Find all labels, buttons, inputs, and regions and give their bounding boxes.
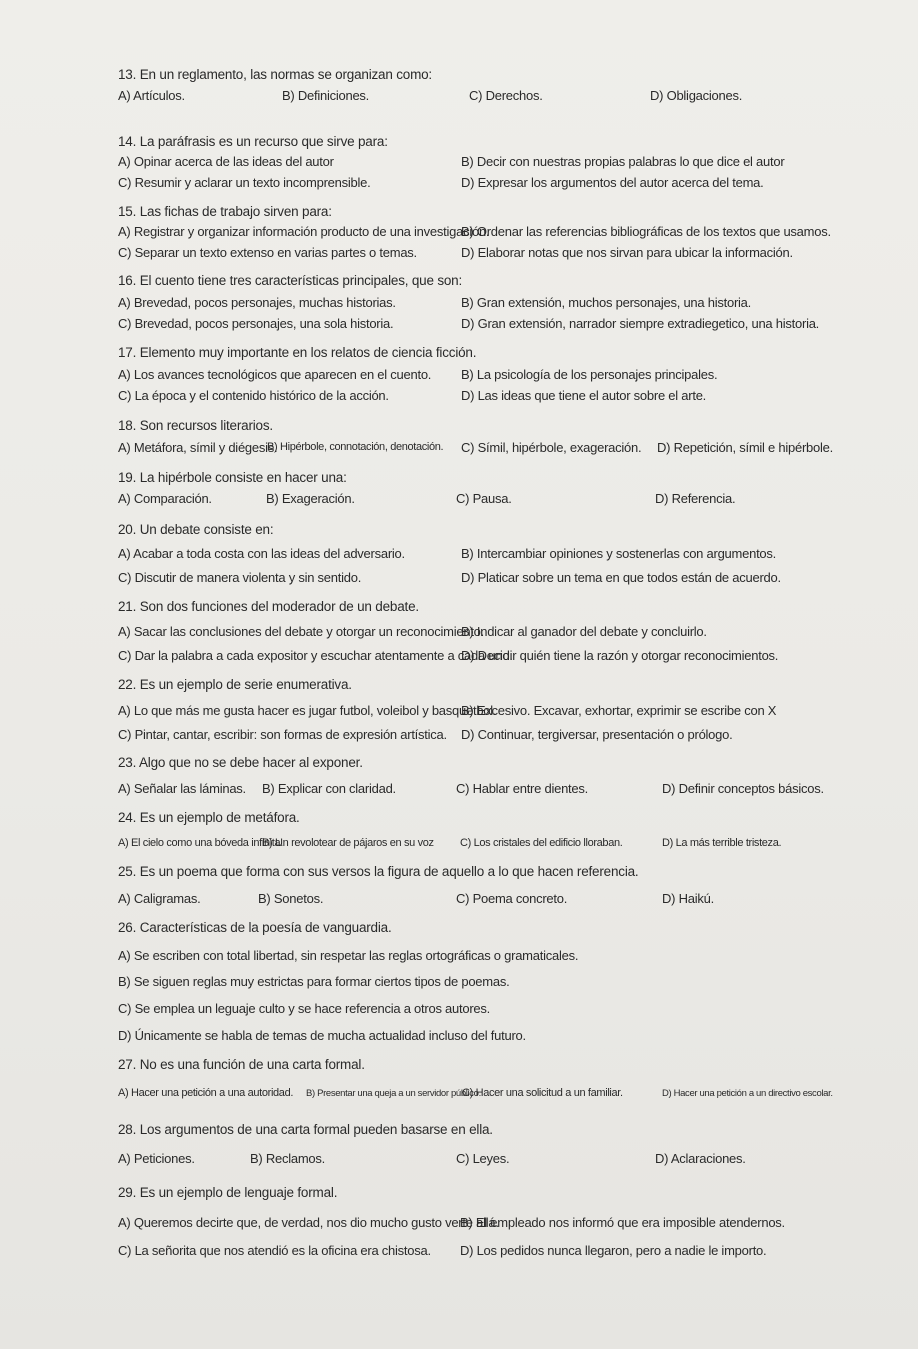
option-b: B) Excesivo. Excavar, exhortar, exprimir se escribe con X [461, 703, 777, 718]
option-c: C) Hablar entre dientes. [456, 781, 589, 796]
option-b: B) Ordenar las referencias bibliográficas de los textos que usamos. [461, 224, 831, 239]
option-a: A) Brevedad, pocos personajes, muchas historias. [118, 295, 396, 310]
question-stem: 15. Las fichas de trabajo sirven para: [118, 204, 332, 219]
option-a: A) Lo que más me gusta hacer es jugar futbol, voleibol y basquetbol. [118, 703, 497, 718]
option-c: C) Derechos. [469, 88, 543, 103]
option-c: C) Dar la palabra a cada expositor y escuchar atentamente a cada uno. [118, 648, 513, 663]
question-stem: 23. Algo que no se debe hacer al exponer. [118, 755, 363, 770]
option-a: A) Queremos decirte que, de verdad, nos dio mucho gusto verte allá. [118, 1215, 499, 1230]
option-b: B) Indicar al ganador del debate y concluirlo. [461, 624, 707, 639]
question-stem: 13. En un reglamento, las normas se organizan como: [118, 67, 432, 82]
option-a: A) Caligramas. [118, 891, 201, 906]
option-d: D) Elaborar notas que nos sirvan para ubicar la información. [461, 245, 793, 260]
option-d: D) Haikú. [662, 891, 714, 906]
option-b: B) Decir con nuestras propias palabras lo que dice el autor [461, 154, 785, 169]
question-stem: 20. Un debate consiste en: [118, 522, 274, 537]
question-stem: 27. No es una función de una carta formal. [118, 1057, 365, 1072]
option-a: A) Artículos. [118, 88, 185, 103]
question-stem: 29. Es un ejemplo de lenguaje formal. [118, 1185, 338, 1200]
option-d: D) Obligaciones. [650, 88, 743, 103]
option-d: D) Definir conceptos básicos. [662, 781, 824, 796]
option-b: B) Intercambiar opiniones y sostenerlas con argumentos. [461, 546, 777, 561]
option-a: A) Metáfora, símil y diégesis. [118, 440, 278, 455]
option-d: D) Gran extensión, narrador siempre extradiegetico, una historia. [461, 316, 820, 331]
option-d: D) Referencia. [655, 491, 736, 506]
option-b: B) Sonetos. [258, 891, 324, 906]
option-d: D) Expresar los argumentos del autor acerca del tema. [461, 175, 764, 190]
option-b: B) El empleado nos informó que era imposible atendernos. [460, 1215, 785, 1230]
option-c: C) Pausa. [456, 491, 512, 506]
option-a: A) Peticiones. [118, 1151, 195, 1166]
option-c: C) Leyes. [456, 1151, 510, 1166]
option-d: D) Hacer una petición a un directivo escolar. [662, 1088, 833, 1099]
option-c: C) Discutir de manera violenta y sin sentido. [118, 570, 362, 585]
question-stem: 22. Es un ejemplo de serie enumerativa. [118, 677, 352, 692]
option-b: B) Hipérbole, connotación, denotación. [267, 441, 444, 453]
option-b: B) La psicología de los personajes principales. [461, 367, 718, 382]
question-stem: 26. Características de la poesía de vanguardia. [118, 920, 392, 935]
option-c: C) Brevedad, pocos personajes, una sola historia. [118, 316, 394, 331]
question-stem: 19. La hipérbole consiste en hacer una: [118, 470, 347, 485]
option-b: B) Exageración. [266, 491, 355, 506]
option-a: A) Se escriben con total libertad, sin respetar las reglas ortográficas o gramaticales. [118, 948, 579, 963]
option-a: A) El cielo como una bóveda infinita. [118, 837, 283, 849]
option-c: C) Los cristales del edificio lloraban. [460, 837, 623, 849]
option-d: D) Únicamente se habla de temas de mucha actualidad incluso del futuro. [118, 1028, 526, 1043]
option-b: B) Reclamos. [250, 1151, 326, 1166]
option-c: C) La época y el contenido histórico de la acción. [118, 388, 389, 403]
option-a: A) Los avances tecnológicos que aparecen en el cuento. [118, 367, 432, 382]
option-d: D) Repetición, símil e hipérbole. [657, 440, 833, 455]
question-stem: 21. Son dos funciones del moderador de un debate. [118, 599, 419, 614]
option-d: D) Aclaraciones. [655, 1151, 746, 1166]
option-a: A) Comparación. [118, 491, 212, 506]
question-stem: 28. Los argumentos de una carta formal pueden basarse en ella. [118, 1122, 493, 1137]
option-d: D) Los pedidos nunca llegaron, pero a nadie le importo. [460, 1243, 767, 1258]
option-b: B) Presentar una queja a un servidor público. [306, 1088, 481, 1099]
option-a: A) Señalar las láminas. [118, 781, 246, 796]
option-b: B) Un revolotear de pájaros en su voz [262, 837, 434, 849]
option-d: D) Continuar, tergiversar, presentación o prólogo. [461, 727, 733, 742]
option-a: A) Registrar y organizar información producto de una investigación. [118, 224, 490, 239]
option-b: B) Se siguen reglas muy estrictas para formar ciertos tipos de poemas. [118, 974, 510, 989]
option-c: C) Poema concreto. [456, 891, 568, 906]
option-a: A) Sacar las conclusiones del debate y otorgar un reconocimiento. [118, 624, 485, 639]
question-stem: 17. Elemento muy importante en los relatos de ciencia ficción. [118, 345, 477, 360]
question-stem: 18. Son recursos literarios. [118, 418, 273, 433]
question-stem: 16. El cuento tiene tres características principales, que son: [118, 273, 463, 288]
question-stem: 24. Es un ejemplo de metáfora. [118, 810, 300, 825]
option-c: C) Hacer una solicitud a un familiar. [462, 1087, 623, 1099]
option-b: B) Gran extensión, muchos personajes, una historia. [461, 295, 752, 310]
option-c: C) La señorita que nos atendió es la oficina era chistosa. [118, 1243, 431, 1258]
option-c: C) Separar un texto extenso en varias partes o temas. [118, 245, 417, 260]
question-stem: 14. La paráfrasis es un recurso que sirve para: [118, 134, 388, 149]
option-d: D) Las ideas que tiene el autor sobre el arte. [461, 388, 707, 403]
option-c: C) Símil, hipérbole, exageración. [461, 440, 642, 455]
option-a: A) Opinar acerca de las ideas del autor [118, 154, 334, 169]
option-b: B) Definiciones. [282, 88, 370, 103]
option-d: D) Decidir quién tiene la razón y otorgar reconocimientos. [461, 648, 779, 663]
option-a: A) Acabar a toda costa con las ideas del adversario. [118, 546, 405, 561]
option-b: B) Explicar con claridad. [262, 781, 396, 796]
option-d: D) La más terrible tristeza. [662, 837, 782, 849]
option-c: C) Pintar, cantar, escribir: son formas de expresión artística. [118, 727, 447, 742]
option-d: D) Platicar sobre un tema en que todos están de acuerdo. [461, 570, 781, 585]
option-c: C) Resumir y aclarar un texto incomprensible. [118, 175, 371, 190]
option-c: C) Se emplea un leguaje culto y se hace referencia a otros autores. [118, 1001, 491, 1016]
question-stem: 25. Es un poema que forma con sus versos la figura de aquello a lo que hacen referencia. [118, 864, 639, 879]
option-a: A) Hacer una petición a una autoridad. [118, 1087, 294, 1099]
